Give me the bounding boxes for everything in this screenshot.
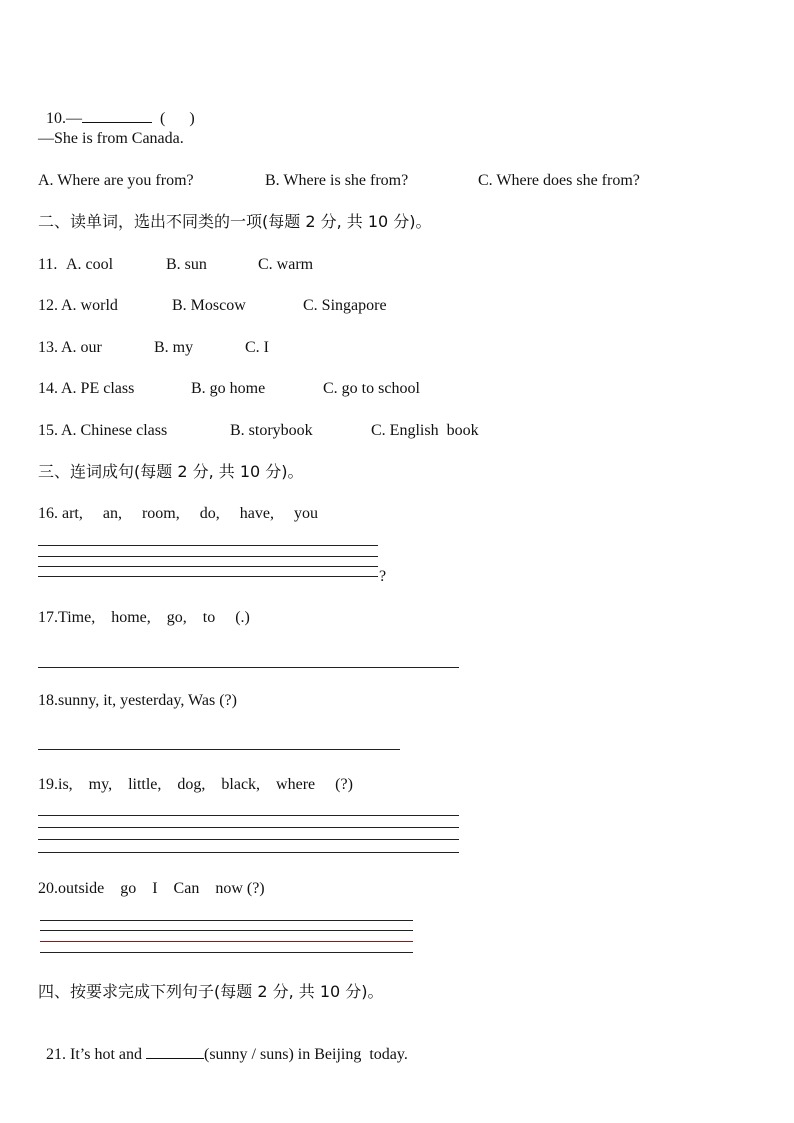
q10-line xyxy=(38,88,195,129)
q16-answer-line-3[interactable] xyxy=(38,566,378,567)
q19-answer-line-2[interactable] xyxy=(38,827,459,828)
q20-answer-line-4[interactable] xyxy=(40,952,413,953)
q19-words: 19.is, my, little, dog, black, where (?) xyxy=(38,776,353,793)
q14-number: 14. xyxy=(38,380,58,397)
section3-heading: 三、连词成句(每题 2 分, 共 10 分)。 xyxy=(38,462,304,481)
q14-option-c: C. go to school xyxy=(323,380,420,397)
q12-number: 12. xyxy=(38,297,58,314)
q21-blank[interactable] xyxy=(146,1044,204,1059)
q15-option-c: C. English book xyxy=(371,422,479,439)
q12-option-b: B. Moscow xyxy=(172,297,246,314)
q11-option-a: A. cool xyxy=(66,256,114,273)
q15-option-a: A. Chinese class xyxy=(61,422,168,439)
q19-answer-line-3[interactable] xyxy=(38,839,459,840)
q18-words: 18.sunny, it, yesterday, Was (?) xyxy=(38,692,237,709)
q19-answer-line-4[interactable] xyxy=(38,852,459,853)
q15-option-b: B. storybook xyxy=(230,422,313,439)
q20-answer-line-1[interactable] xyxy=(40,920,413,921)
q17-words: 17.Time, home, go, to (.) xyxy=(38,609,250,626)
q17-answer-line[interactable] xyxy=(38,667,459,668)
q20-answer-line-3[interactable] xyxy=(40,941,413,942)
q16-answer-line-1[interactable] xyxy=(38,545,378,546)
q10-paren: ( ) xyxy=(160,110,195,127)
q16-answer-line-2[interactable] xyxy=(38,556,378,557)
q14-option-a: A. PE class xyxy=(61,380,135,397)
q16-words: 16. art, an, room, do, have, you xyxy=(38,505,318,522)
section4-heading: 四、按要求完成下列句子(每题 2 分, 共 10 分)。 xyxy=(38,982,384,1001)
q21-text-before: 21. It’s hot and xyxy=(46,1046,146,1063)
q13-option-c: C. I xyxy=(245,339,269,356)
q15-number: 15. xyxy=(38,422,58,439)
q16-question-mark: ? xyxy=(379,568,387,585)
q11-number: 11. xyxy=(38,256,58,273)
q14-option-b: B. go home xyxy=(191,380,266,397)
q10-answer: —She is from Canada. xyxy=(38,130,184,147)
q20-words: 20.outside go I Can now (?) xyxy=(38,880,265,897)
q18-answer-line[interactable] xyxy=(38,749,400,750)
q10-option-b: B. Where is she from? xyxy=(265,172,409,189)
q11-option-c: C. warm xyxy=(258,256,314,273)
q13-option-b: B. my xyxy=(154,339,194,356)
q20-answer-line-2[interactable] xyxy=(40,930,413,931)
q16-answer-line-4[interactable] xyxy=(38,576,378,577)
q13-number: 13. xyxy=(38,339,58,356)
q12-option-a: A. world xyxy=(61,297,118,314)
q13-option-a: A. our xyxy=(61,339,102,356)
q11-option-b: B. sun xyxy=(166,256,207,273)
q19-answer-line-1[interactable] xyxy=(38,815,459,816)
q21-line xyxy=(38,1024,408,1065)
q10-option-a: A. Where are you from? xyxy=(38,172,194,189)
q10-blank[interactable] xyxy=(82,108,152,123)
q21-text-after: (sunny / suns) in Beijing today. xyxy=(204,1046,408,1063)
q10-option-c: C. Where does she from? xyxy=(478,172,640,189)
q10-prefix: 10.— xyxy=(46,110,82,127)
section2-heading: 二、读单词，选出不同类的一项(每题 2 分, 共 10 分)。 xyxy=(38,212,432,231)
q12-option-c: C. Singapore xyxy=(303,297,387,314)
